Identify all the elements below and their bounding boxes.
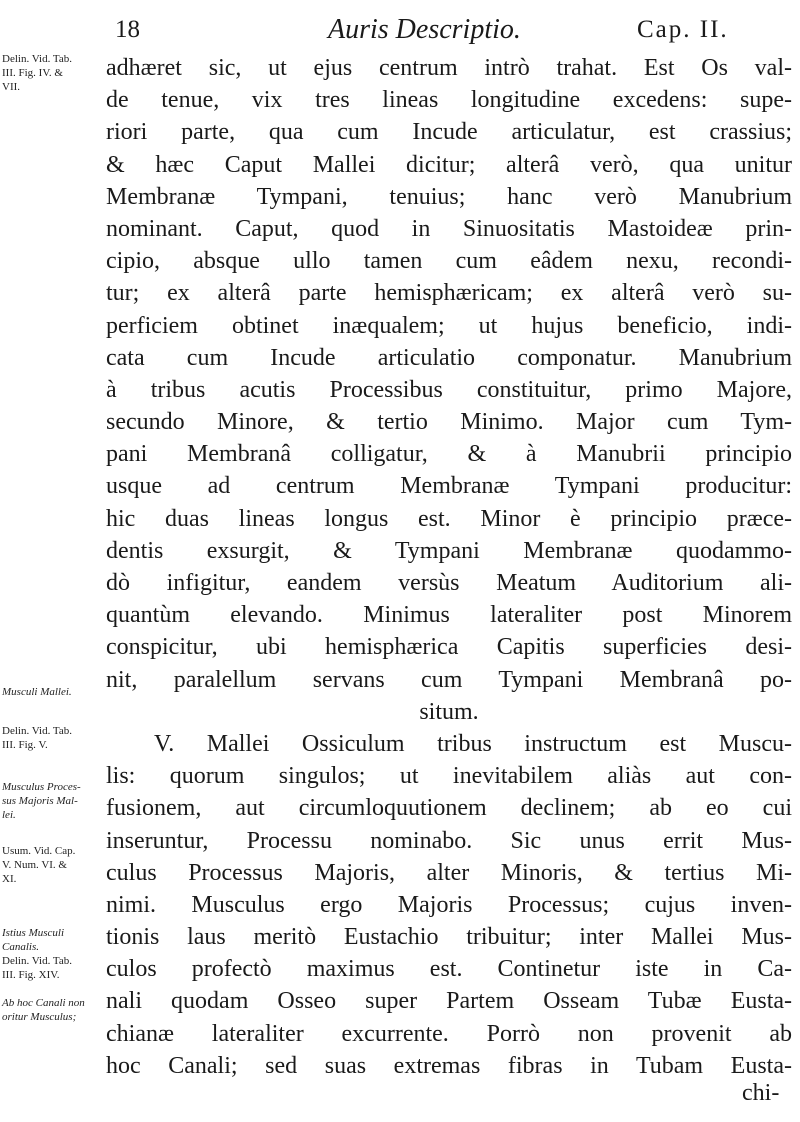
margin-note-line: III. Fig. V. [2, 739, 48, 751]
margin-note-line: lei. [2, 809, 16, 821]
text-line: culus Processus Majoris, alter Minoris, & tertius Mi- [106, 859, 792, 886]
margin-note-line: Ab hoc Canali non [2, 997, 85, 1009]
running-title: Auris Descriptio. [328, 14, 521, 45]
margin-note-line: Istius Musculi [2, 927, 65, 939]
margin-note-line: sus Majoris Mal- [2, 795, 78, 807]
margin-note-line: III. Fig. XIV. [2, 969, 60, 981]
margin-note-line: Musculus Proces- [2, 781, 81, 793]
margin-note [2, 996, 102, 1024]
margin-note-line: XI. [2, 873, 17, 885]
text-line: adhæret sic, ut ejus centrum intrò trahat. Est Os val- [106, 55, 792, 81]
text-line: situm. [419, 698, 479, 725]
text-line: tur; ex alterâ parte hemisphæricam; ex alterâ verò su- [106, 280, 792, 307]
text-line: secundo Minore, & tertio Minimo. Major cum Tym- [106, 409, 792, 436]
margin-note-line: oritur Musculus; [2, 1011, 77, 1023]
text-line: de tenue, vix tres lineas longitudine excedens: supe- [106, 87, 792, 114]
catchword: chi- [742, 1080, 780, 1106]
text-line: perficiem obtinet inæqualem; ut hujus beneficio, indi- [106, 312, 792, 339]
text-line: chianæ lateraliter excurrente. Porrò non provenit ab [106, 1020, 792, 1047]
running-header [0, 12, 800, 56]
text-line: Membranæ Tympani, tenuius; hanc verò Manubrium [106, 183, 792, 210]
text-line: dò infigitur, eandem versùs Meatum Auditorium ali- [106, 570, 792, 596]
margin-note-line: Usum. Vid. Cap. [2, 845, 76, 857]
text-line: nominant. Caput, quod in Sinuositatis Mastoideæ prin- [106, 215, 792, 242]
margin-note [2, 52, 102, 94]
paragraph-start-line: V. Mallei Ossiculum tribus instructum est Muscu- [154, 730, 792, 757]
text-line: à tribus acutis Processibus constituitur, primo Majore, [106, 376, 792, 403]
margin-note-line: Delin. Vid. Tab. [2, 955, 72, 967]
text-line: nimi. Musculus ergo Majoris Processus; cujus inven- [106, 891, 792, 918]
margin-note-line: VII. [2, 81, 21, 93]
margin-note [2, 954, 102, 982]
chapter-label: Cap. II. [637, 16, 729, 43]
text-line: usque ad centrum Membranæ Tympani producitur: [106, 473, 792, 500]
margin-note-line: Delin. Vid. Tab. [2, 53, 72, 65]
margin-note-line: Delin. Vid. Tab. [2, 725, 72, 737]
body-text [106, 52, 792, 1082]
text-line: inseruntur, Processu nominabo. Sic unus errit Mus- [106, 827, 792, 854]
text-line: culos profectò maximus est. Continetur iste in Ca- [106, 956, 792, 983]
text-line: tionis laus meritò Eustachio tribuitur; inter Mallei Mus- [106, 924, 792, 951]
margin-note [2, 926, 102, 954]
margin-note [2, 685, 102, 699]
text-line: nit, paralellum servans cum Tympani Membranâ po- [106, 666, 792, 693]
margin-note [2, 724, 102, 752]
margin-note [2, 844, 102, 886]
margin-note-line: Musculi Mallei. [2, 686, 72, 698]
page-number: 18 [115, 16, 140, 43]
text-line: conspicitur, ubi hemisphærica Capitis superficies desi- [106, 634, 792, 661]
margin-note [2, 780, 102, 822]
text-line: dentis exsurgit, & Tympani Membranæ quodammo- [106, 537, 792, 564]
text-line: nali quodam Osseo super Partem Osseam Tubæ Eusta- [106, 988, 792, 1015]
text-line: lis: quorum singulos; ut inevitabilem aliàs aut con- [106, 763, 792, 790]
text-line: fusionem, aut circumloquutionem declinem; ab eo cui [106, 795, 792, 822]
text-line: pani Membranâ colligatur, & à Manubrii principio [106, 441, 792, 468]
text-line: quantùm elevando. Minimus lateraliter post Minorem [106, 602, 792, 629]
text-line: cipio, absque ullo tamen cum eâdem nexu, recondi- [106, 248, 792, 275]
margin-note-line: V. Num. VI. & [2, 859, 67, 871]
text-line: hoc Canali; sed suas extremas fibras in Tubam Eusta- [106, 1052, 792, 1079]
text-line: & hæc Caput Mallei dicitur; alterâ verò, qua unitur [106, 151, 792, 178]
text-line: riori parte, qua cum Incude articulatur, est crassius; [106, 119, 792, 146]
text-line: cata cum Incude articulatio componatur. Manubrium [106, 344, 792, 371]
margin-note-line: III. Fig. IV. & [2, 67, 63, 79]
margin-note-line: Canalis. [2, 941, 39, 953]
text-line: hic duas lineas longus est. Minor è principio præce- [106, 505, 792, 532]
